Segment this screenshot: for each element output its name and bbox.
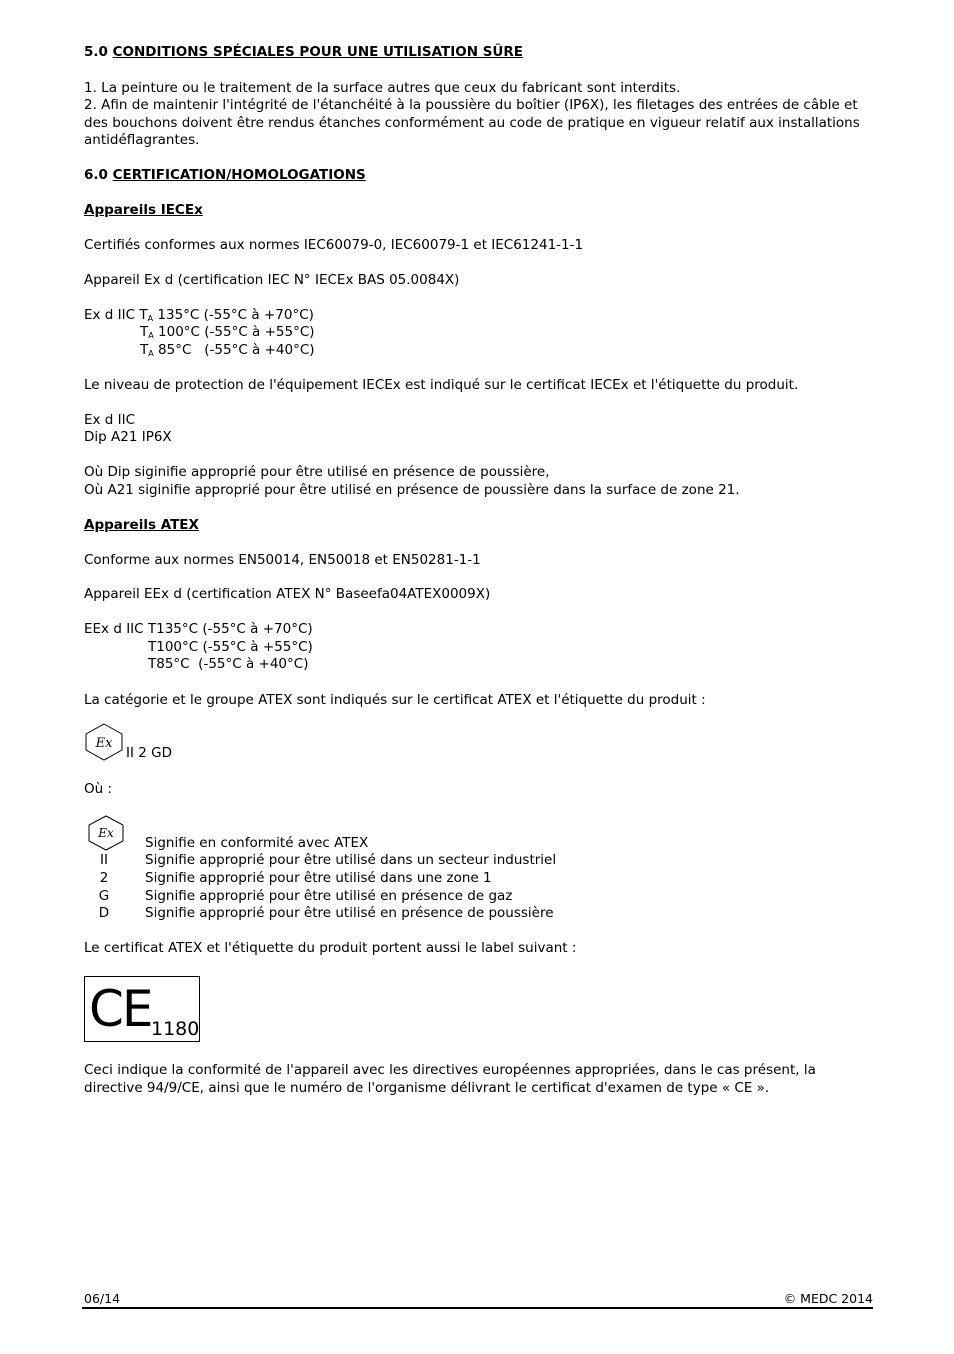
conformity-line-1: Ceci indique la conformité de l'appareil avec les directives européennes appropriées, dans le cas présent, la: [84, 1062, 816, 1078]
iecex-temp-line-2: [140, 324, 315, 342]
section-6-heading: [84, 167, 366, 185]
section-5-heading: [84, 44, 523, 62]
iecex-dip-note-1: Où Dip siginifie approprié pour être utilisé en présence de poussière,: [84, 464, 550, 480]
legend-code-g: G: [98, 888, 110, 904]
t-prefix: T: [140, 342, 149, 358]
legend-text-2: Signifie approprié pour être utilisé dans une zone 1: [145, 870, 492, 886]
atex-temp-3: T85°C (-55°C à +40°C): [148, 656, 309, 672]
t-prefix: T: [140, 324, 149, 340]
iecex-marking-prefix: Ex d IIC T: [84, 307, 148, 323]
atex-temp-2: T100°C (-55°C à +55°C): [148, 639, 313, 655]
section-5-title: CONDITIONS SPÉCIALES POUR UNE UTILISATION SÛRE: [112, 44, 523, 60]
section-6-number: 6.0: [84, 167, 108, 183]
atex-temp-1: EEx d IIC T135°C (-55°C à +70°C): [84, 621, 313, 637]
iecex-dip-note-2: Où A21 siginifie approprié pour être utilisé en présence de poussière dans la surface de zone 21.: [84, 482, 740, 498]
ex-hexagon-icon: [82, 722, 126, 762]
ta-subscript: A: [148, 349, 154, 358]
ce-number: 1180: [151, 1018, 200, 1040]
ta-subscript: A: [147, 314, 154, 323]
iecex-protection-note: Le niveau de protection de l'équipement IECEx est indiqué sur le certificat IECEx et l'étiquette du produit.: [84, 377, 799, 393]
atex-marking: II 2 GD: [126, 745, 172, 761]
footer-divider: [82, 1307, 873, 1309]
legend-code-d: D: [98, 905, 110, 921]
section-5-item-2-line-3: antidéflagrantes.: [84, 132, 200, 148]
atex-standards: Conforme aux normes EN50014, EN50018 et EN50281-1-1: [84, 552, 481, 568]
atex-label-note: Le certificat ATEX et l'étiquette du produit portent aussi le label suivant :: [84, 940, 577, 956]
ce-mark-box: [84, 976, 200, 1042]
ex-symbol-text: Ex: [98, 826, 114, 840]
ta-subscript: A: [148, 331, 154, 340]
ex-symbol-text: Ex: [95, 736, 113, 751]
section-6-title: CERTIFICATION/HOMOLOGATIONS: [112, 167, 366, 183]
ex-hexagon-legend-icon: [86, 815, 126, 851]
ce-mark: CE: [89, 980, 152, 1038]
atex-category-note: La catégorie et le groupe ATEX sont indiqués sur le certificat ATEX et l'étiquette du produit :: [84, 692, 706, 708]
section-5-item-1: 1. La peinture ou le traitement de la surface autres que ceux du fabricant sont interdits.: [84, 80, 681, 96]
atex-certificate: Appareil EEx d (certification ATEX N° Baseefa04ATEX0009X): [84, 586, 491, 602]
legend-code-ii: II: [100, 852, 108, 868]
atex-heading: Appareils ATEX: [84, 517, 199, 533]
legend-text-ex: Signifie en conformité avec ATEX: [145, 835, 369, 851]
legend-code-2: 2: [99, 870, 109, 886]
iecex-standards: Certifiés conformes aux normes IEC60079-0, IEC60079-1 et IEC61241-1-1: [84, 237, 584, 253]
footer-date: 06/14: [84, 1291, 121, 1306]
iecex-temp-1: 135°C (-55°C à +70°C): [153, 307, 314, 323]
atex-where: Où :: [84, 781, 113, 797]
section-5-item-2-line-2: des bouchons doivent être rendus étanches conformément au code de pratique en vigueur relatif aux installations: [84, 115, 860, 131]
legend-text-d: Signifie approprié pour être utilisé en présence de poussière: [145, 905, 554, 921]
iecex-certificate: Appareil Ex d (certification IEC N° IECEx BAS 05.0084X): [84, 272, 460, 288]
iecex-heading: Appareils IECEx: [84, 202, 203, 218]
iecex-marking-line-1: Ex d IIC: [84, 412, 136, 428]
iecex-temp-line-3: [140, 342, 315, 360]
iecex-temp-2: 100°C (-55°C à +55°C): [153, 324, 315, 340]
legend-text-ii: Signifie approprié pour être utilisé dans un secteur industriel: [145, 852, 557, 868]
conformity-line-2: directive 94/9/CE, ainsi que le numéro de l'organisme délivrant le certificat d'examen de type « CE ».: [84, 1080, 770, 1096]
section-5-item-2-line-1: 2. Afin de maintenir l'intégrité de l'étanchéité à la poussière du boîtier (IP6X), les filetages des entrées de câble et: [84, 97, 858, 113]
legend-text-g: Signifie approprié pour être utilisé en présence de gaz: [145, 888, 513, 904]
footer-copyright: © MEDC 2014: [783, 1291, 873, 1306]
iecex-marking-line-2: Dip A21 IP6X: [84, 429, 172, 445]
iecex-temp-3: 85°C (-55°C à +40°C): [153, 342, 315, 358]
section-5-number: 5.0: [84, 44, 108, 60]
iecex-temp-line-1: [84, 307, 314, 325]
